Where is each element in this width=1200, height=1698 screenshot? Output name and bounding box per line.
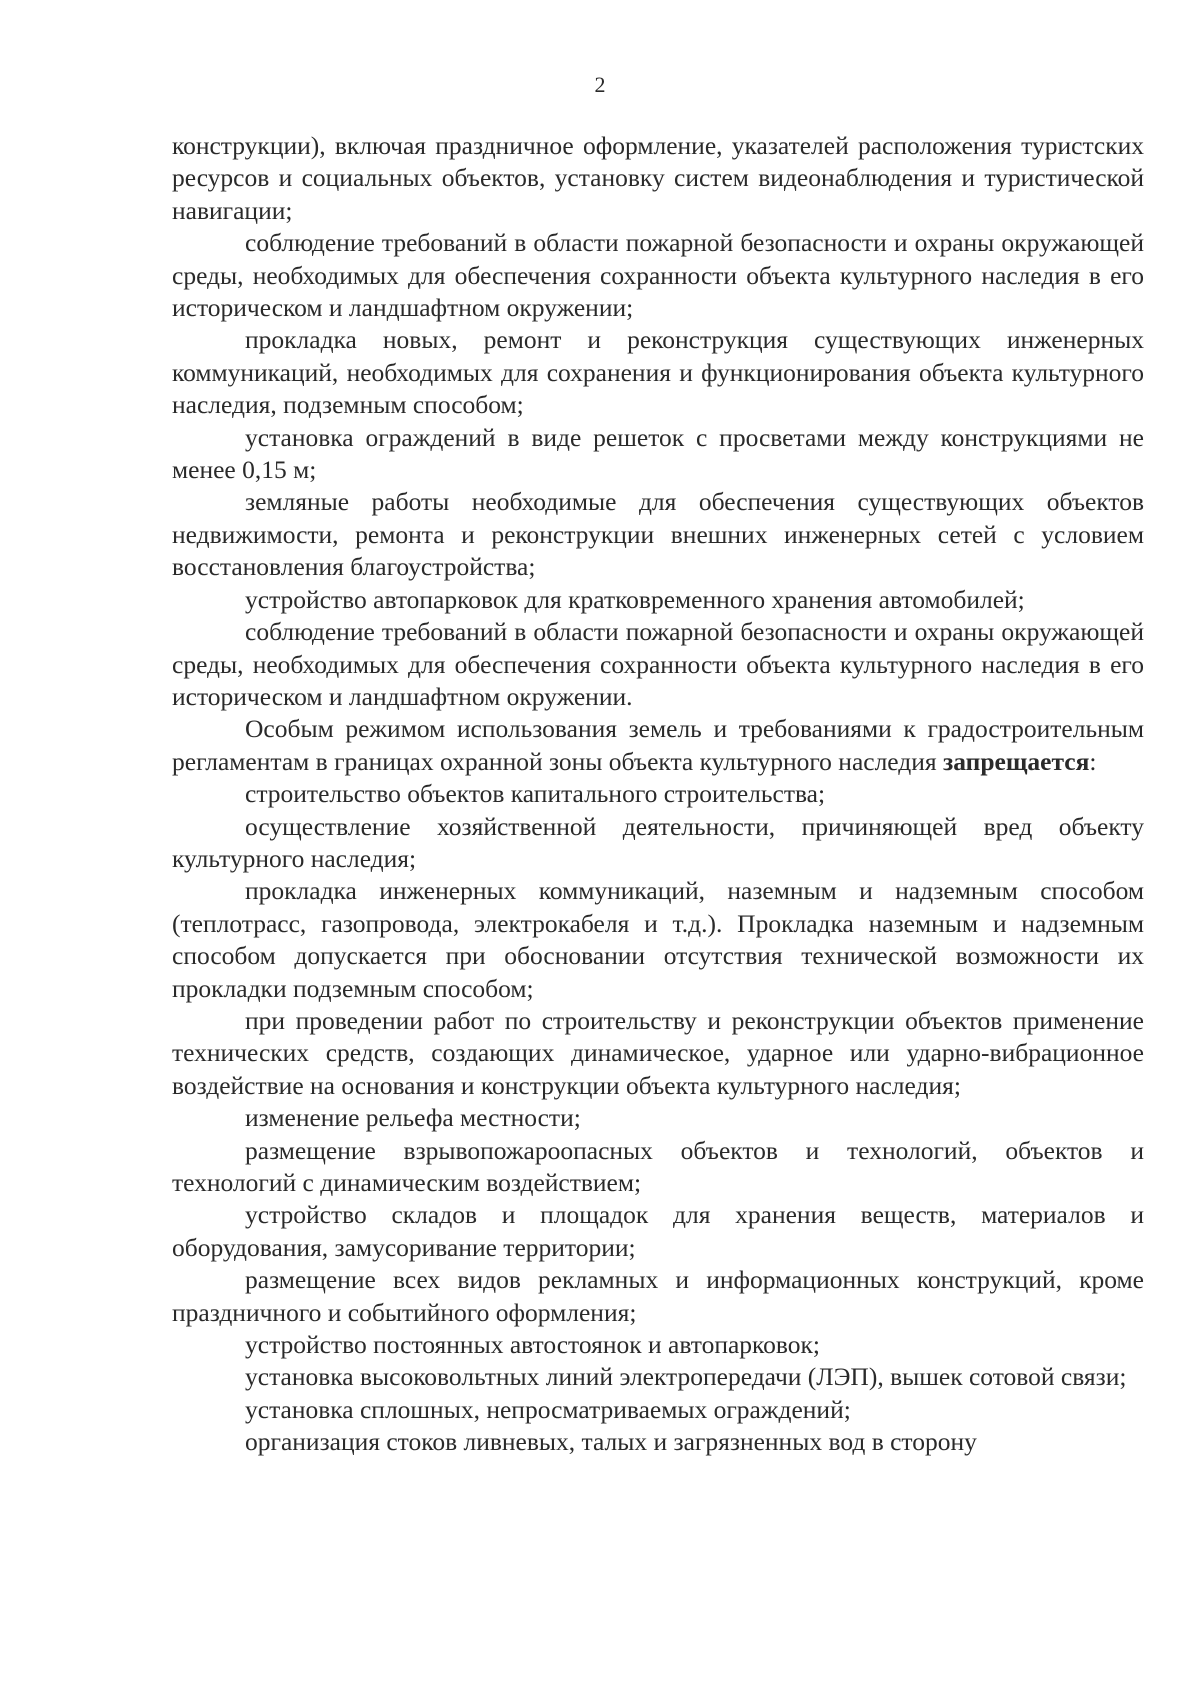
paragraph: размещение взрывопожароопасных объектов и технологий, объектов и технологий с динамическим воздействием; (172, 1135, 1144, 1197)
paragraph: при проведении работ по строительству и реконструкции объектов применение технических средств, создающих динамическое, ударное или ударно-вибрационное воздействие на основания и конструкции объекта культурного наследия; (172, 1005, 1144, 1100)
paragraph: конструкции), включая праздничное оформление, указателей расположения туристских ресурсов и социальных объектов, установку систем видеонаблюдения и туристической навигации; (172, 131, 1144, 225)
paragraph: установка сплошных, непросматриваемых ограждений; (245, 1394, 851, 1424)
paragraph: прокладка инженерных коммуникаций, наземным и надземным способом (теплотрасс, газопровода, электрокабеля и т.д.). Прокладка наземным и надземным способом допускается при обосновании отсутствия технической возможности их прокладки подземным способом; (172, 876, 1144, 1003)
page-number: 2 (594, 72, 606, 97)
paragraph: размещение всех видов рекламных и информационных конструкций, кроме праздничного и событийного оформления; (172, 1265, 1144, 1327)
paragraph: осуществление хозяйственной деятельности, причиняющей вред объекту культурного наследия; (172, 811, 1144, 873)
paragraph: земляные работы необходимые для обеспечения существующих объектов недвижимости, ремонта и реконструкции внешних инженерных сетей с условием восстановления благоустройства; (172, 487, 1144, 582)
paragraph: устройство постоянных автостоянок и автопарковок; (245, 1330, 820, 1360)
paragraph-text: Особым режимом использования земель и требованиями к градостроительным регламентам в границах охранной зоны объекта культурного наследия (172, 714, 1144, 776)
paragraph: строительство объектов капитального строительства; (245, 779, 826, 809)
paragraph: устройство складов и площадок для хранения веществ, материалов и оборудования, замусоривание территории; (172, 1200, 1144, 1262)
paragraph: установка высоковольтных линий электропередачи (ЛЭП), вышек сотовой связи; (245, 1362, 1127, 1392)
paragraph-punctuation: : (1089, 746, 1097, 776)
paragraph: соблюдение требований в области пожарной безопасности и охраны окружающей среды, необходимых для обеспечения сохранности объекта культурного наследия в его историческом и ландшафтном окружении; (172, 228, 1144, 323)
paragraph: устройство автопарковок для кратковременного хранения автомобилей; (245, 584, 1025, 614)
emphasis-prohibited: запрещается (943, 746, 1090, 776)
paragraph: изменение рельефа местности; (245, 1103, 581, 1133)
paragraph: организация стоков ливневых, талых и загрязненных вод в сторону (245, 1427, 977, 1457)
paragraph-prohibited-intro (172, 713, 1144, 778)
paragraph: прокладка новых, ремонт и реконструкция существующих инженерных коммуникаций, необходимых для сохранения и функционирования объекта культурного наследия, подземным способом; (172, 325, 1144, 420)
paragraph: установка ограждений в виде решеток с просветами между конструкциями не менее 0,15 м; (172, 422, 1144, 485)
document-body (172, 130, 1144, 1459)
paragraph: соблюдение требований в области пожарной безопасности и охраны окружающей среды, необходимых для обеспечения сохранности объекта культурного наследия в его историческом и ландшафтном окружении. (172, 617, 1144, 711)
